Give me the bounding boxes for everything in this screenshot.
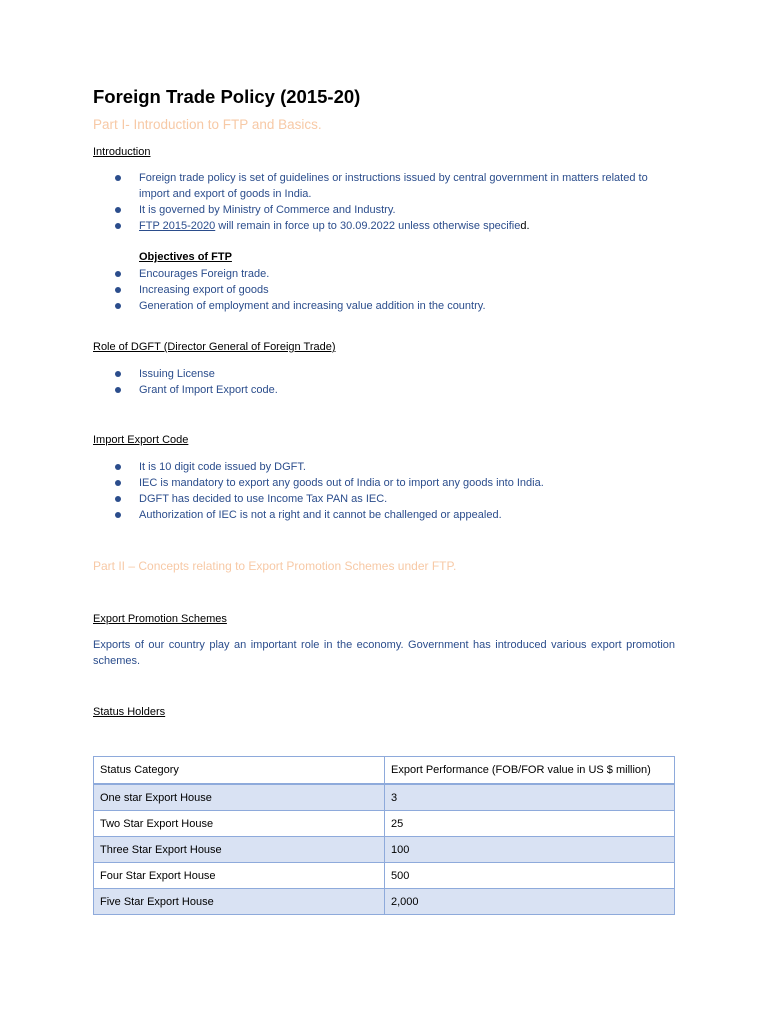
bullet-icon [115,287,121,293]
table-cell: Four Star Export House [94,863,385,889]
introduction-list [93,170,675,234]
status-holders-heading: Status Holders [93,706,166,718]
list-item: Issuing License [93,366,675,382]
table-cell: 25 [385,811,675,837]
bullet-icon [115,303,121,309]
list-item: DGFT has decided to use Income Tax PAN as IEC. [93,491,675,507]
bullet-icon [115,387,121,393]
eps-paragraph: Exports of our country play an important role in the economy. Government has introduced various export promotion schemes. [93,639,675,667]
eps-heading: Export Promotion Schemes [93,613,227,625]
bullet-icon [115,175,121,181]
table-row [94,863,675,889]
bullet-icon [115,464,121,470]
list-item: IEC is mandatory to export any goods out of India or to import any goods into India. [93,475,675,491]
part-1-heading: Part I- Introduction to FTP and Basics. [93,117,322,132]
objectives-list [93,266,675,314]
table-cell: One star Export House [94,784,385,811]
dgft-heading: Role of DGFT (Director General of Foreign Trade) [93,341,336,353]
table-cell: Three Star Export House [94,837,385,863]
bullet-icon [115,480,121,486]
table-cell: Two Star Export House [94,811,385,837]
list-item: Authorization of IEC is not a right and it cannot be challenged or appealed. [93,507,675,523]
table-cell: 2,000 [385,889,675,915]
table-row [94,837,675,863]
list-item: Generation of employment and increasing value addition in the country. [93,298,675,314]
table-header-row [94,757,675,785]
list-item: Grant of Import Export code. [93,382,675,398]
status-holders-table [93,756,675,915]
dgft-list [93,366,675,398]
iec-list [93,459,675,523]
bullet-icon [115,271,121,277]
table-cell: Five Star Export House [94,889,385,915]
list-item: Foreign trade policy is set of guidelines or instructions issued by central government in matters related to import and export of goods in India. [93,170,675,202]
bullet-icon [115,223,121,229]
table-cell: 500 [385,863,675,889]
list-item: It is 10 digit code issued by DGFT. [93,459,675,475]
list-item: Encourages Foreign trade. [93,266,675,282]
list-item: It is governed by Ministry of Commerce and Industry. [93,202,675,218]
introduction-heading: Introduction [93,146,151,158]
table-cell: 100 [385,837,675,863]
table-row [94,784,675,811]
ftp-link[interactable]: FTP 2015-2020 [139,220,216,232]
column-header: Status Category [94,757,385,785]
bullet-icon [115,512,121,518]
list-item: FTP 2015-2020 will remain in force up to 30.09.2022 unless otherwise specified. [93,218,675,234]
table-cell: 3 [385,784,675,811]
column-header: Export Performance (FOB/FOR value in US $ million) [385,757,675,785]
bullet-icon [115,496,121,502]
iec-heading: Import Export Code [93,434,189,446]
table-row [94,889,675,915]
objectives-heading: Objectives of FTP [139,251,232,263]
list-item: Increasing export of goods [93,282,675,298]
bullet-icon [115,207,121,213]
table-row [94,811,675,837]
document-title: Foreign Trade Policy (2015-20) [93,86,361,107]
bullet-icon [115,371,121,377]
part-2-heading: Part II – Concepts relating to Export Promotion Schemes under FTP. [93,559,457,573]
